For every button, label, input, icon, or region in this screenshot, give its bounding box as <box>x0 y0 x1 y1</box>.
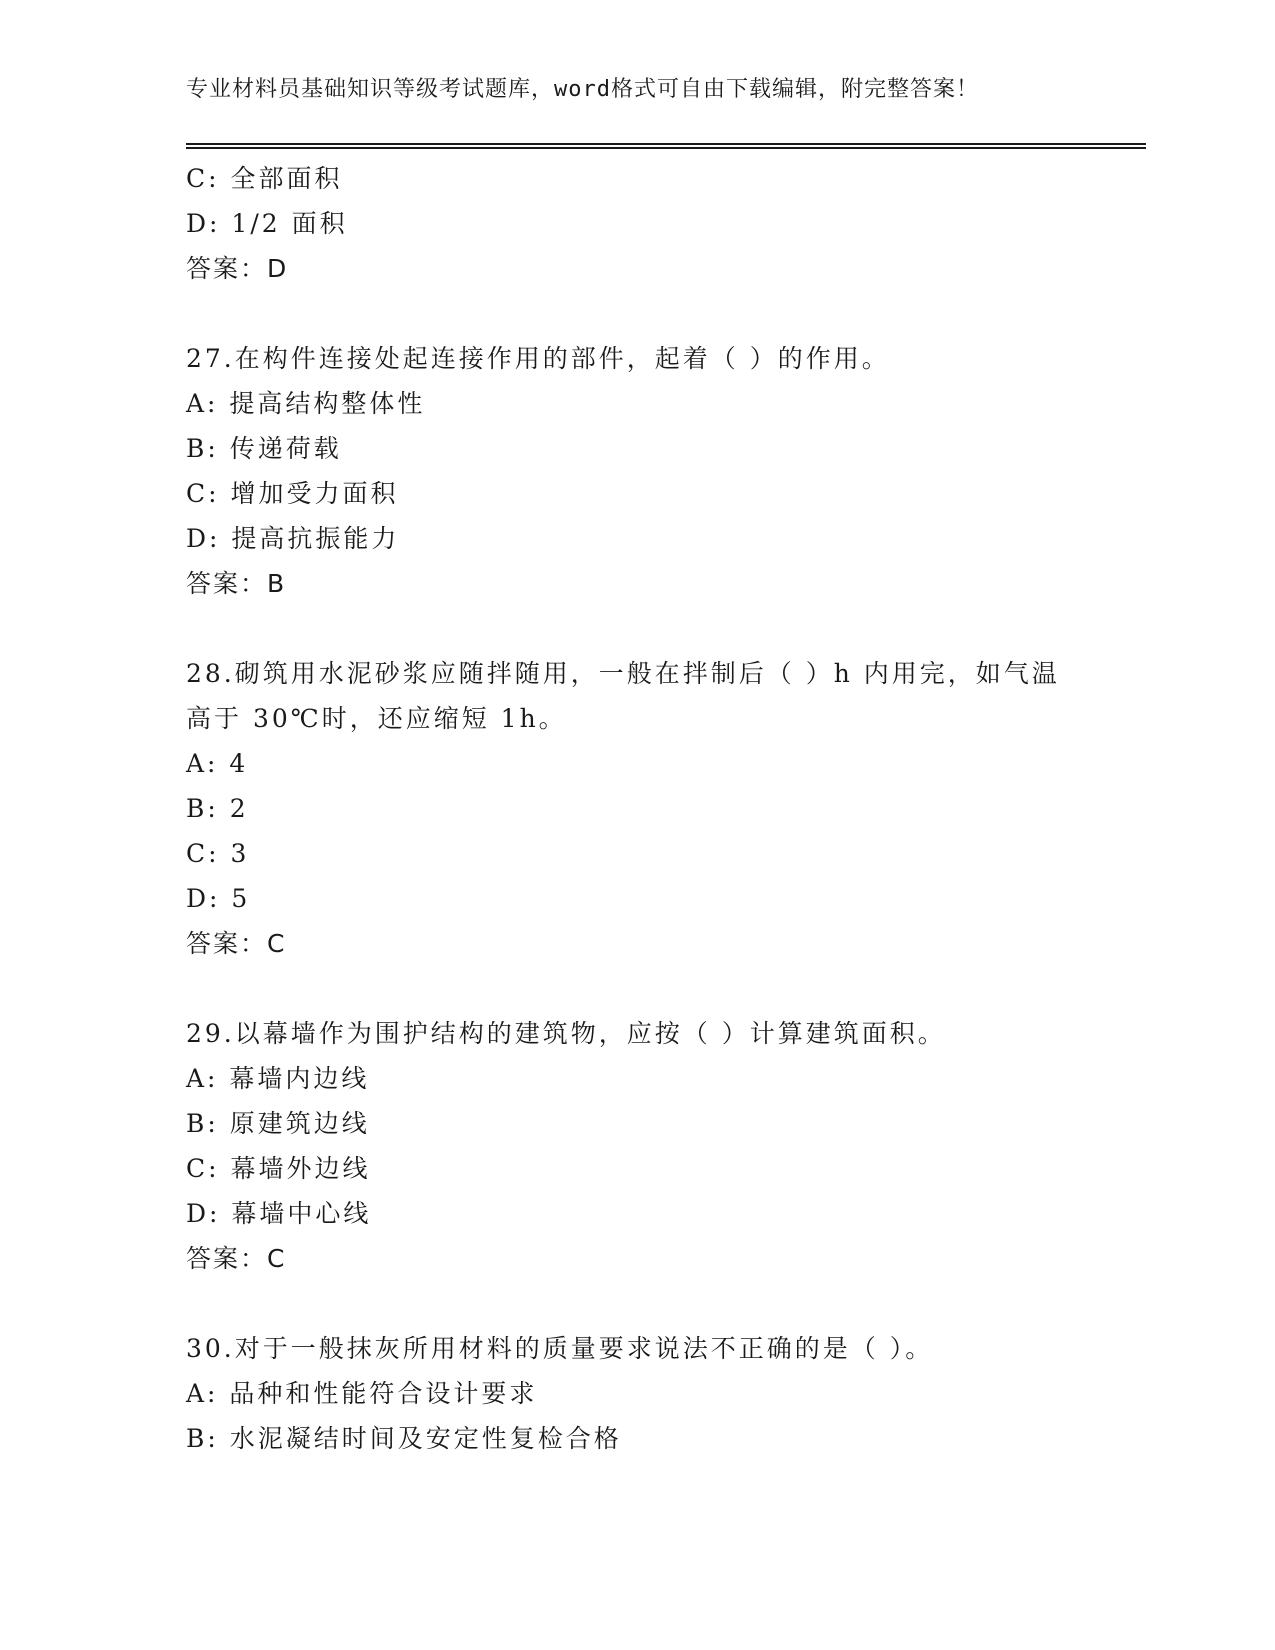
answer: 答案：B <box>186 569 287 598</box>
question-29 <box>186 1011 1086 1281</box>
header-divider-line-top <box>186 143 1146 145</box>
question-28 <box>186 651 1086 966</box>
page-header: 专业材料员基础知识等级考试题库，word格式可自由下载编辑，附完整答案！ <box>186 77 979 102</box>
option-d: D: 幕墙中心线 <box>186 1199 372 1228</box>
option-d: D: 1/2 面积 <box>186 209 348 238</box>
continued-question <box>186 156 1086 291</box>
question-text: 30.对于一般抹灰所用材料的质量要求说法不正确的是（ ）。 <box>186 1334 934 1363</box>
option-b: B: 传递荷载 <box>186 434 342 463</box>
question-27 <box>186 336 1086 606</box>
option-c: C: 幕墙外边线 <box>186 1154 371 1183</box>
option-c: C: 全部面积 <box>186 164 343 193</box>
answer: 答案：D <box>186 254 289 283</box>
option-b: B: 水泥凝结时间及安定性复检合格 <box>186 1424 622 1453</box>
option-a: A: 幕墙内边线 <box>186 1064 370 1093</box>
option-d: D: 提高抗振能力 <box>186 524 400 553</box>
question-text: 29.以幕墙作为围护结构的建筑物，应按（ ）计算建筑面积。 <box>186 1019 946 1048</box>
option-c: C: 增加受力面积 <box>186 479 399 508</box>
question-text: 27.在构件连接处起连接作用的部件，起着（ ）的作用。 <box>186 344 890 373</box>
option-b: B: 原建筑边线 <box>186 1109 370 1138</box>
header-divider-line-bottom <box>186 147 1146 149</box>
option-b: B: 2 <box>186 794 249 823</box>
option-d: D: 5 <box>186 884 251 913</box>
question-30 <box>186 1326 1086 1461</box>
option-a: A: 提高结构整体性 <box>186 389 426 418</box>
answer: 答案：C <box>186 929 287 958</box>
option-a: A: 4 <box>186 749 249 778</box>
question-text-continued: 高于 30℃时，还应缩短 1h。 <box>186 704 567 733</box>
document-body <box>186 156 1086 1461</box>
header-divider <box>186 143 1146 149</box>
option-c: C: 3 <box>186 839 250 868</box>
answer: 答案：C <box>186 1244 287 1273</box>
option-a: A: 品种和性能符合设计要求 <box>186 1379 538 1408</box>
question-text: 28.砌筑用水泥砂浆应随拌随用，一般在拌制后（ ）h 内用完，如气温 <box>186 659 1060 688</box>
